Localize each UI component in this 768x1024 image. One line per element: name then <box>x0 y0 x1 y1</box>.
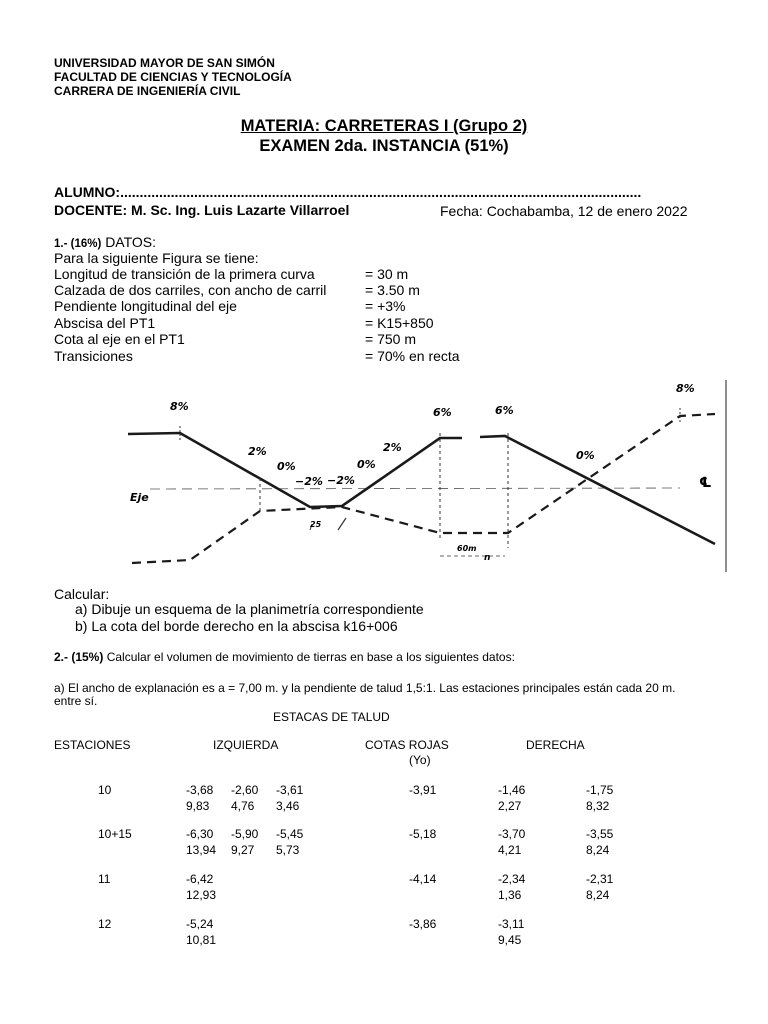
label-2pct-a: 2% <box>248 445 267 458</box>
label-0pct-c: 0% <box>576 449 595 462</box>
career-name: CARRERA DE INGENIERÍA CIVIL <box>54 84 241 98</box>
row-izq-1: -3,68 9,83 <box>186 783 214 813</box>
label-n: n <box>484 553 491 563</box>
label-8pct-right: 8% <box>676 382 695 395</box>
label-6pct-a: 6% <box>433 406 452 419</box>
centerline-symbol: ℄ <box>699 475 712 491</box>
row-der-1: -1,46 2,27 <box>498 783 526 813</box>
label-minus2-b: −2% <box>327 474 355 487</box>
col-header-cotas: COTAS ROJAS <box>365 738 449 752</box>
row-station: 11 <box>98 872 111 886</box>
label-minus2-a: −2% <box>295 475 323 488</box>
q1-data-value: = 750 m <box>365 331 416 347</box>
q1-data-label: Abscisa del PT1 <box>54 315 156 331</box>
row-der-2: -2,31 8,24 <box>586 872 614 902</box>
row-der-1: -3,70 4,21 <box>498 827 526 857</box>
row-station: 12 <box>98 917 112 931</box>
label-8pct-left: 8% <box>170 400 189 413</box>
row-station: 10+15 <box>98 827 132 841</box>
exam-title: EXAMEN 2da. INSTANCIA (51%) <box>259 137 509 155</box>
q1-data-value: = 70% en recta <box>365 348 460 364</box>
calc-label: Calcular: <box>54 586 110 602</box>
q2-a-line1: a) El ancho de explanación es a = 7,00 m. y la pendiente de talud 1,5:1. Las estaciones principales están cada 20 m. <box>54 681 676 695</box>
q1-heading <box>54 234 156 250</box>
row-der-2: -3,55 8,24 <box>586 827 614 857</box>
label-eje: Eje <box>130 491 149 504</box>
row-der-2: -1,75 8,32 <box>586 783 614 813</box>
q1-data-label: Calzada de dos carriles, con ancho de carril <box>54 282 327 298</box>
row-izq-3: -3,61 3,46 <box>276 783 304 813</box>
label-2pct-b: 2% <box>383 441 402 454</box>
q2-text: Calcular el volumen de movimiento de tierras en base a los siguientes datos: <box>106 650 515 664</box>
row-izq-2: -2,60 4,76 <box>231 783 259 813</box>
q1-data-label: Longitud de transición de la primera curva <box>54 266 315 282</box>
tick <box>338 518 346 530</box>
col-header-cotas-sub: (Yo) <box>409 753 431 767</box>
row-cota: -4,14 <box>409 872 437 886</box>
row-cota: -3,91 <box>409 783 437 797</box>
q1-data-label: Cota al eje en el PT1 <box>54 331 185 347</box>
date-line: Fecha: Cochabamba, 12 de enero 2022 <box>440 203 688 219</box>
col-header-estaciones: ESTACIONES <box>54 738 131 752</box>
faculty-name: FACULTAD DE CIENCIAS Y TECNOLOGÍA <box>54 70 292 84</box>
q2-heading <box>54 650 515 664</box>
row-der-1: -2,34 1,36 <box>498 872 526 902</box>
row-der-1: -3,11 9,45 <box>498 917 525 947</box>
row-cota: -5,18 <box>409 827 437 841</box>
q1-data-value: = +3% <box>365 298 406 314</box>
q1-label: DATOS: <box>105 234 157 250</box>
q1-intro: Para la siguiente Figura se tiene: <box>54 250 259 266</box>
row-izq-1: -6,42 12,93 <box>186 872 217 902</box>
row-station: 10 <box>98 783 112 797</box>
q2-a-line2: entre sí. <box>54 694 98 708</box>
q1-data-value: = K15+850 <box>365 315 434 331</box>
calc-item-b: b) La cota del borde derecho en la abscisa k16+006 <box>75 618 398 634</box>
student-line: ALUMNO:...................................................................................................................................... <box>54 184 642 200</box>
course-title: MATERIA: CARRETERAS I (Grupo 2) <box>240 117 528 135</box>
label-60m: 60m <box>457 544 477 553</box>
q1-data-label: Transiciones <box>54 348 133 364</box>
q1-data-value: = 30 m <box>365 266 409 282</box>
label-0pct-a: 0% <box>277 460 296 473</box>
row-izq-1: -5,24 10,81 <box>186 917 217 947</box>
col-header-izquierda: IZQUIERDA <box>213 738 279 752</box>
q1-data-value: = 3.50 m <box>365 282 420 298</box>
row-izq-2: -5,90 9,27 <box>231 827 259 857</box>
row-cota: -3,86 <box>409 917 437 931</box>
q1-number: 1.- (16%) <box>54 238 102 250</box>
label-25: 25 <box>310 520 322 529</box>
q2-number: 2.- (15%) <box>54 650 104 664</box>
q1-data-label: Pendiente longitudinal del eje <box>54 298 237 314</box>
col-header-derecha: DERECHA <box>526 738 585 752</box>
axis-line <box>150 488 680 489</box>
calc-item-a: a) Dibuje un esquema de la planimetría correspondiente <box>75 601 424 617</box>
label-0pct-b: 0% <box>357 458 376 471</box>
row-izq-3: -5,45 5,73 <box>276 827 304 857</box>
label-6pct-b: 6% <box>495 404 514 417</box>
teacher-line: DOCENTE: M. Sc. Ing. Luis Lazarte Villarroel <box>54 202 350 218</box>
left-edge-profile-cont <box>480 436 715 544</box>
table-title: ESTACAS DE TALUD <box>273 710 390 724</box>
row-izq-1: -6,30 13,94 <box>186 827 217 857</box>
university-name: UNIVERSIDAD MAYOR DE SAN SIMÓN <box>54 56 275 70</box>
superelevation-diagram <box>120 378 732 574</box>
